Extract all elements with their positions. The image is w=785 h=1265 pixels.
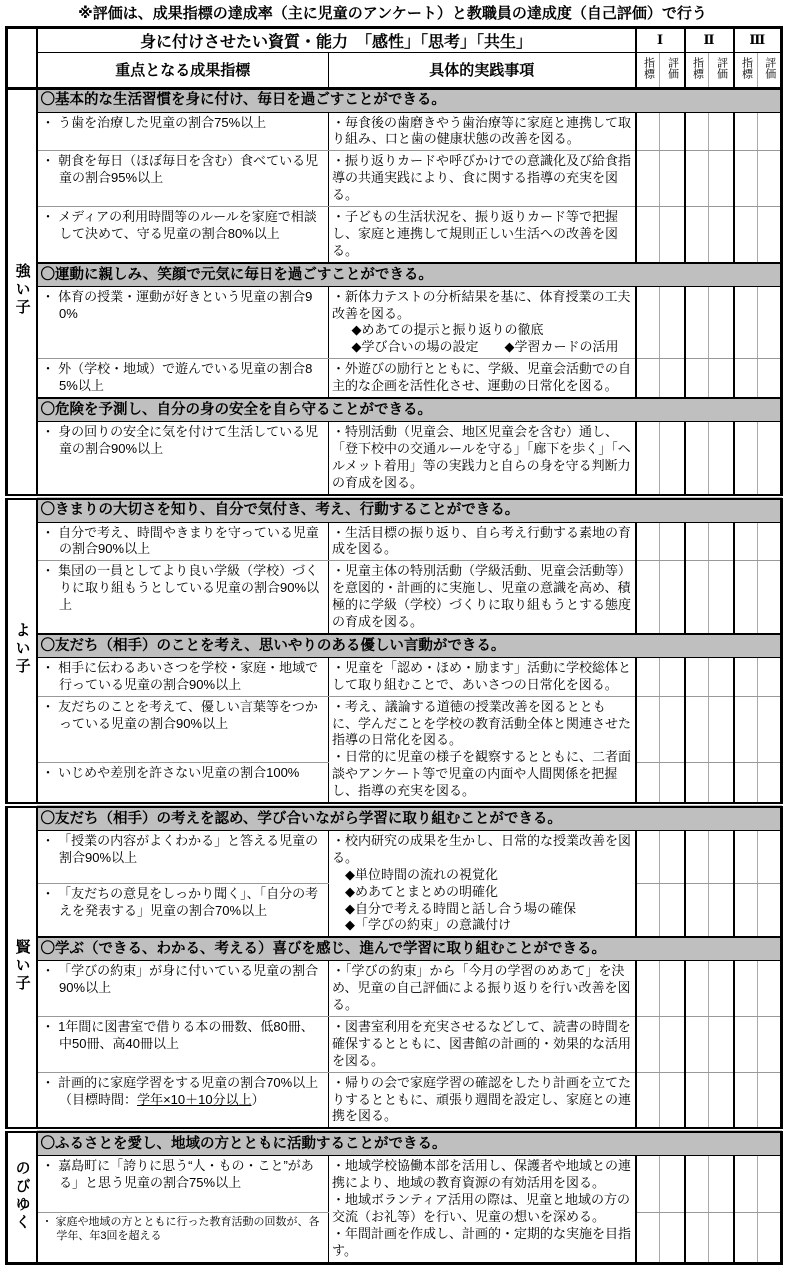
eval-cell-2-indicator (685, 831, 709, 884)
table-title: 身に付けさせたい資質・能力 「感性」「思考」「共生」 (37, 27, 636, 52)
practice-cell: ・図書室利用を充実させるなどして、読書の時間を確保するとともに、図書館の計画的・効果的な活用を図る。 (329, 1017, 636, 1073)
eval-cell-2-indicator (685, 359, 709, 398)
eval-cell-2-indicator (685, 1072, 709, 1130)
indicator-cell: ・ メディアの利用時間等のルールを家庭で相談して決めて、守る児童の割合80%以上 (37, 206, 329, 262)
eval-cell-3-evaluation (758, 1213, 782, 1264)
block-label-text: よい子 (13, 621, 31, 676)
section-heading: 〇基本的な生活習慣を身に付け、毎日を過ごすことができる。 (37, 88, 782, 112)
eval-cell-3-indicator (734, 763, 758, 805)
eval-cell-1-evaluation (660, 522, 685, 561)
eval-cell-1-evaluation (660, 657, 685, 696)
eval-cell-2-evaluation (709, 359, 734, 398)
eval-cell-1-evaluation (660, 884, 685, 938)
indicator-cell: ・ 1年間に図書室で借りる本の冊数、低80冊、中50冊、高40冊以上 (37, 1017, 329, 1073)
eval-cell-1-indicator (636, 359, 660, 398)
indicator-cell: ・ 計画的に家庭学習をする児童の割合70%以上（目標時間：学年×10＋10分以上） (37, 1072, 329, 1130)
eval-cell-2-indicator (685, 696, 709, 763)
eval-cell-3-evaluation (758, 286, 782, 359)
practice-cell: ・地域学校協働本部を活用し、保護者や地域との連携により、地域の教育資源の有効活用を図る。 ・地域ボランティア活用の際は、児童と地域の方の交流（お礼等）を行い、児童の想いを深める。 ・年間計画を作成し、計画的・定期的な実施を目指す。 (329, 1156, 636, 1263)
vertical-text: 指標 (691, 57, 704, 79)
eval-cell-1-evaluation (660, 112, 685, 151)
eval-cell-3-indicator (734, 112, 758, 151)
eval-cell-3-indicator (734, 561, 758, 634)
eval-cell-3-evaluation (758, 421, 782, 496)
eval-cell-2-evaluation (709, 884, 734, 938)
table-header (7, 27, 782, 88)
eval-cell-2-evaluation (709, 421, 734, 496)
corner-cell (7, 27, 37, 88)
eval-cell-2-evaluation (709, 1213, 734, 1264)
eval-cell-2-evaluation (709, 961, 734, 1017)
eval-cell-1-indicator (636, 657, 660, 696)
eval-cell-1-evaluation (660, 1072, 685, 1130)
indicator-cell: ・ う歯を治療した児童の割合75%以上 (37, 112, 329, 151)
eval-cell-2-indicator (685, 286, 709, 359)
indicator-cell: ・ 体育の授業・運動が好きという児童の割合90% (37, 286, 329, 359)
eval-cell-2-evaluation (709, 206, 734, 262)
vertical-text: 評価 (715, 57, 728, 79)
eval-cell-3-evaluation (758, 961, 782, 1017)
indicator-cell: ・ 友だちのことを考えて、優しい言葉等をつかっている児童の割合90%以上 (37, 696, 329, 763)
eval-subheader-indicator-2 (685, 52, 709, 88)
practice-cell: ・帰りの会で家庭学習の確認をしたり計画を立てたりするとともに、頑張り週間を設定し、家庭との連携を図る。 (329, 1072, 636, 1130)
eval-cell-2-evaluation (709, 763, 734, 805)
practice-cell: ・特別活動（児童会、地区児童会を含む）通し、「登下校中の交通ルールを守る」「廊下を歩く」「ヘルメット着用」等の実践力と自らの身を守る判断力の育成を図る。 (329, 421, 636, 496)
indicator-cell: ・ 家庭や地域の方とともに行った教育活動の回数が、各学年、年3回を超える (37, 1213, 329, 1264)
eval-cell-1-evaluation (660, 1213, 685, 1264)
eval-cell-1-indicator (636, 561, 660, 634)
eval-cell-1-indicator (636, 1017, 660, 1073)
eval-cell-2-evaluation (709, 522, 734, 561)
eval-cell-1-evaluation (660, 561, 685, 634)
eval-cell-1-evaluation (660, 286, 685, 359)
section-heading: 〇危険を予測し、自分の身の安全を自ら守ることができる。 (37, 398, 782, 422)
indicator-cell: ・ 朝食を毎日（ほぼ毎日を含む）食べている児童の割合95%以上 (37, 151, 329, 207)
eval-cell-3-indicator (734, 884, 758, 938)
practice-cell: ・外遊びの励行とともに、学級、児童会活動での自主的な企画を活性化させ、運動の日常化を図る。 (329, 359, 636, 398)
eval-cell-1-indicator (636, 151, 660, 207)
section-heading: 〇友だち（相手）のことを考え、思いやりのある優しい言動ができる。 (37, 634, 782, 658)
eval-cell-3-evaluation (758, 151, 782, 207)
eval-cell-3-evaluation (758, 1072, 782, 1130)
eval-cell-1-indicator (636, 831, 660, 884)
practice-cell: ・毎食後の歯磨きやう歯治療等に家庭と連携して取り組み、口と歯の健康状態の改善を図る。 (329, 112, 636, 151)
eval-cell-3-indicator (734, 1213, 758, 1264)
practice-cell: ・児童を「認め・ほめ・励ます」活動に学校総体として取り組むことで、あいさつの日常化を図る。 (329, 657, 636, 696)
eval-cell-2-evaluation (709, 657, 734, 696)
eval-cell-1-indicator (636, 696, 660, 763)
eval-subheader-evaluation-1 (660, 52, 685, 88)
underlined-text: 学年×10＋10分以上 (137, 1091, 252, 1107)
eval-cell-3-evaluation (758, 1156, 782, 1213)
eval-group-3-numeral: Ⅲ (734, 27, 782, 52)
indicator-cell: ・ 相手に伝わるあいさつを学校・家庭・地域で行っている児童の割合90%以上 (37, 657, 329, 696)
eval-cell-2-indicator (685, 206, 709, 262)
block-label (7, 88, 37, 497)
eval-cell-2-indicator (685, 561, 709, 634)
eval-cell-2-evaluation (709, 112, 734, 151)
eval-cell-3-evaluation (758, 112, 782, 151)
evaluation-note: ※評価は、成果指標の達成率（主に児童のアンケート）と教職員の達成度（自己評価）で行う (78, 5, 707, 22)
eval-cell-2-indicator (685, 112, 709, 151)
eval-cell-3-indicator (734, 831, 758, 884)
practice-cell: ・子どもの生活状況を、振り返りカード等で把握し、家庭と連携して規則正しい生活への改善を図る。 (329, 206, 636, 262)
eval-cell-1-indicator (636, 763, 660, 805)
block-label (7, 497, 37, 805)
eval-cell-1-indicator (636, 206, 660, 262)
indicator-cell: ・ 自分で考え、時間やきまりを守っている児童の割合90%以上 (37, 522, 329, 561)
practice-cell: ・生活目標の振り返り、自ら考え行動する素地の育成を図る。 (329, 522, 636, 561)
eval-cell-2-evaluation (709, 286, 734, 359)
vertical-text: 評価 (763, 57, 776, 79)
eval-cell-3-indicator (734, 151, 758, 207)
eval-cell-3-indicator (734, 359, 758, 398)
eval-cell-2-evaluation (709, 1017, 734, 1073)
eval-cell-2-indicator (685, 657, 709, 696)
eval-cell-3-indicator (734, 1156, 758, 1213)
eval-cell-1-indicator (636, 884, 660, 938)
eval-cell-2-evaluation (709, 151, 734, 207)
eval-cell-3-evaluation (758, 522, 782, 561)
eval-cell-3-evaluation (758, 359, 782, 398)
block-label (7, 1130, 37, 1263)
eval-cell-1-evaluation (660, 961, 685, 1017)
eval-cell-3-evaluation (758, 1017, 782, 1073)
indicator-cell: ・ 「友だちの意見をしっかり聞く」、「自分の考えを発表する」児童の割合70%以上 (37, 884, 329, 938)
eval-cell-3-evaluation (758, 561, 782, 634)
eval-subheader-evaluation-3 (758, 52, 782, 88)
eval-cell-2-indicator (685, 522, 709, 561)
eval-cell-1-evaluation (660, 831, 685, 884)
column-header-practices: 具体的実践事項 (329, 52, 636, 88)
practice-cell: ・振り返りカードや呼びかけでの意識化及び給食指導の共通実践により、食に関する指導の充実を図る。 (329, 151, 636, 207)
eval-cell-3-evaluation (758, 206, 782, 262)
indicator-cell: ・ 集団の一員としてより良い学級（学校）づくりに取り組もうとしている児童の割合90%以上 (37, 561, 329, 634)
eval-subheader-evaluation-2 (709, 52, 734, 88)
eval-cell-1-evaluation (660, 763, 685, 805)
eval-cell-2-indicator (685, 961, 709, 1017)
eval-cell-1-indicator (636, 1156, 660, 1213)
evaluation-table (5, 26, 783, 1265)
eval-cell-2-evaluation (709, 1156, 734, 1213)
practice-cell: ・「学びの約束」から「今月の学習のめあて」を決め、児童の自己評価による振り返りを行い改善を図る。 (329, 961, 636, 1017)
practice-cell: ・児童主体の特別活動（学級活動、児童会活動等）を意図的・計画的に実施し、児童の意識を高め、積極的に学級（学校）づくりに取り組もうとする態度の育成を図る。 (329, 561, 636, 634)
section-heading: 〇学ぶ（できる、わかる、考える）喜びを感じ、進んで学習に取り組むことができる。 (37, 937, 782, 961)
block-label (7, 805, 37, 1130)
eval-cell-2-evaluation (709, 696, 734, 763)
eval-cell-3-indicator (734, 1017, 758, 1073)
indicator-cell: ・ 「授業の内容がよくわかる」と答える児童の割合90%以上 (37, 831, 329, 884)
eval-cell-2-indicator (685, 1017, 709, 1073)
eval-cell-1-indicator (636, 421, 660, 496)
eval-subheader-indicator-1 (636, 52, 660, 88)
eval-cell-3-evaluation (758, 884, 782, 938)
section-heading: 〇運動に親しみ、笑顔で元気に毎日を過ごすことができる。 (37, 263, 782, 287)
eval-group-1-numeral: Ⅰ (636, 27, 685, 52)
eval-group-2-numeral: Ⅱ (685, 27, 734, 52)
indicator-cell: ・ 嘉島町に「誇りに思う“人・もの・こと”がある」と思う児童の割合75%以上 (37, 1156, 329, 1213)
eval-cell-3-indicator (734, 522, 758, 561)
eval-cell-1-evaluation (660, 421, 685, 496)
block-label-text: 強い子 (13, 262, 31, 317)
eval-cell-1-evaluation (660, 206, 685, 262)
practice-cell: ・考え、議論する道徳の授業改善を図るとともに、学んだことを学校の教育活動全体と関連させた指導の日常化を図る。 ・日常的に児童の様子を観察するとともに、二者面談やアンケート等で児童の内面や人間関係を把握し、指導の充実を図る。 (329, 696, 636, 805)
eval-cell-3-evaluation (758, 657, 782, 696)
eval-cell-2-indicator (685, 1156, 709, 1213)
vertical-text: 評価 (666, 57, 679, 79)
indicator-cell: ・ 外（学校・地域）で遊んでいる児童の割合85%以上 (37, 359, 329, 398)
eval-cell-3-indicator (734, 286, 758, 359)
eval-cell-3-indicator (734, 657, 758, 696)
eval-cell-1-indicator (636, 961, 660, 1017)
eval-cell-2-evaluation (709, 1072, 734, 1130)
eval-cell-2-indicator (685, 884, 709, 938)
eval-cell-3-indicator (734, 206, 758, 262)
vertical-text: 指標 (740, 57, 753, 79)
block-label-text: 賢い子 (13, 938, 31, 993)
practice-cell: ・新体力テストの分析結果を基に、体育授業の工夫改善を図る。 ◆めあての提示と振り返りの徹底 ◆学び合いの場の設定 ◆学習カードの活用 (329, 286, 636, 359)
eval-cell-1-evaluation (660, 1017, 685, 1073)
eval-cell-3-indicator (734, 961, 758, 1017)
indicator-cell: ・ 身の回りの安全に気を付けて生活している児童の割合90%以上 (37, 421, 329, 496)
eval-cell-1-evaluation (660, 1156, 685, 1213)
section-heading: 〇きまりの大切さを知り、自分で気付き、考え、行動することができる。 (37, 497, 782, 523)
vertical-text: 指標 (642, 57, 655, 79)
eval-cell-3-indicator (734, 421, 758, 496)
eval-cell-1-indicator (636, 1213, 660, 1264)
practice-cell: ・校内研究の成果を生かし、日常的な授業改善を図る。 ◆単位時間の流れの視覚化 ◆めあてとまとめの明確化 ◆自分で考える時間と話し合う場の確保 ◆「学びの約束」の意識付け (329, 831, 636, 938)
eval-cell-2-evaluation (709, 561, 734, 634)
indicator-cell: ・ いじめや差別を許さない児童の割合100% (37, 763, 329, 805)
eval-cell-1-indicator (636, 1072, 660, 1130)
section-heading: 〇ふるさとを愛し、地域の方とともに活動することができる。 (37, 1130, 782, 1156)
eval-cell-2-indicator (685, 421, 709, 496)
eval-cell-3-evaluation (758, 696, 782, 763)
eval-cell-1-indicator (636, 286, 660, 359)
eval-cell-3-evaluation (758, 831, 782, 884)
eval-cell-2-evaluation (709, 831, 734, 884)
eval-cell-2-indicator (685, 1213, 709, 1264)
eval-cell-1-evaluation (660, 696, 685, 763)
eval-cell-3-evaluation (758, 763, 782, 805)
section-heading: 〇友だち（相手）の考えを認め、学び合いながら学習に取り組むことができる。 (37, 805, 782, 831)
table-body (7, 88, 782, 1263)
column-header-indicators: 重点となる成果指標 (37, 52, 329, 88)
indicator-cell: ・ 「学びの約束」が身に付いている児童の割合90%以上 (37, 961, 329, 1017)
block-label-text: のびゆく (13, 1159, 31, 1232)
eval-cell-1-indicator (636, 112, 660, 151)
eval-cell-3-indicator (734, 1072, 758, 1130)
eval-cell-1-evaluation (660, 151, 685, 207)
eval-cell-3-indicator (734, 696, 758, 763)
eval-cell-1-evaluation (660, 359, 685, 398)
eval-subheader-indicator-3 (734, 52, 758, 88)
eval-cell-2-indicator (685, 151, 709, 207)
eval-cell-2-indicator (685, 763, 709, 805)
eval-cell-1-indicator (636, 522, 660, 561)
